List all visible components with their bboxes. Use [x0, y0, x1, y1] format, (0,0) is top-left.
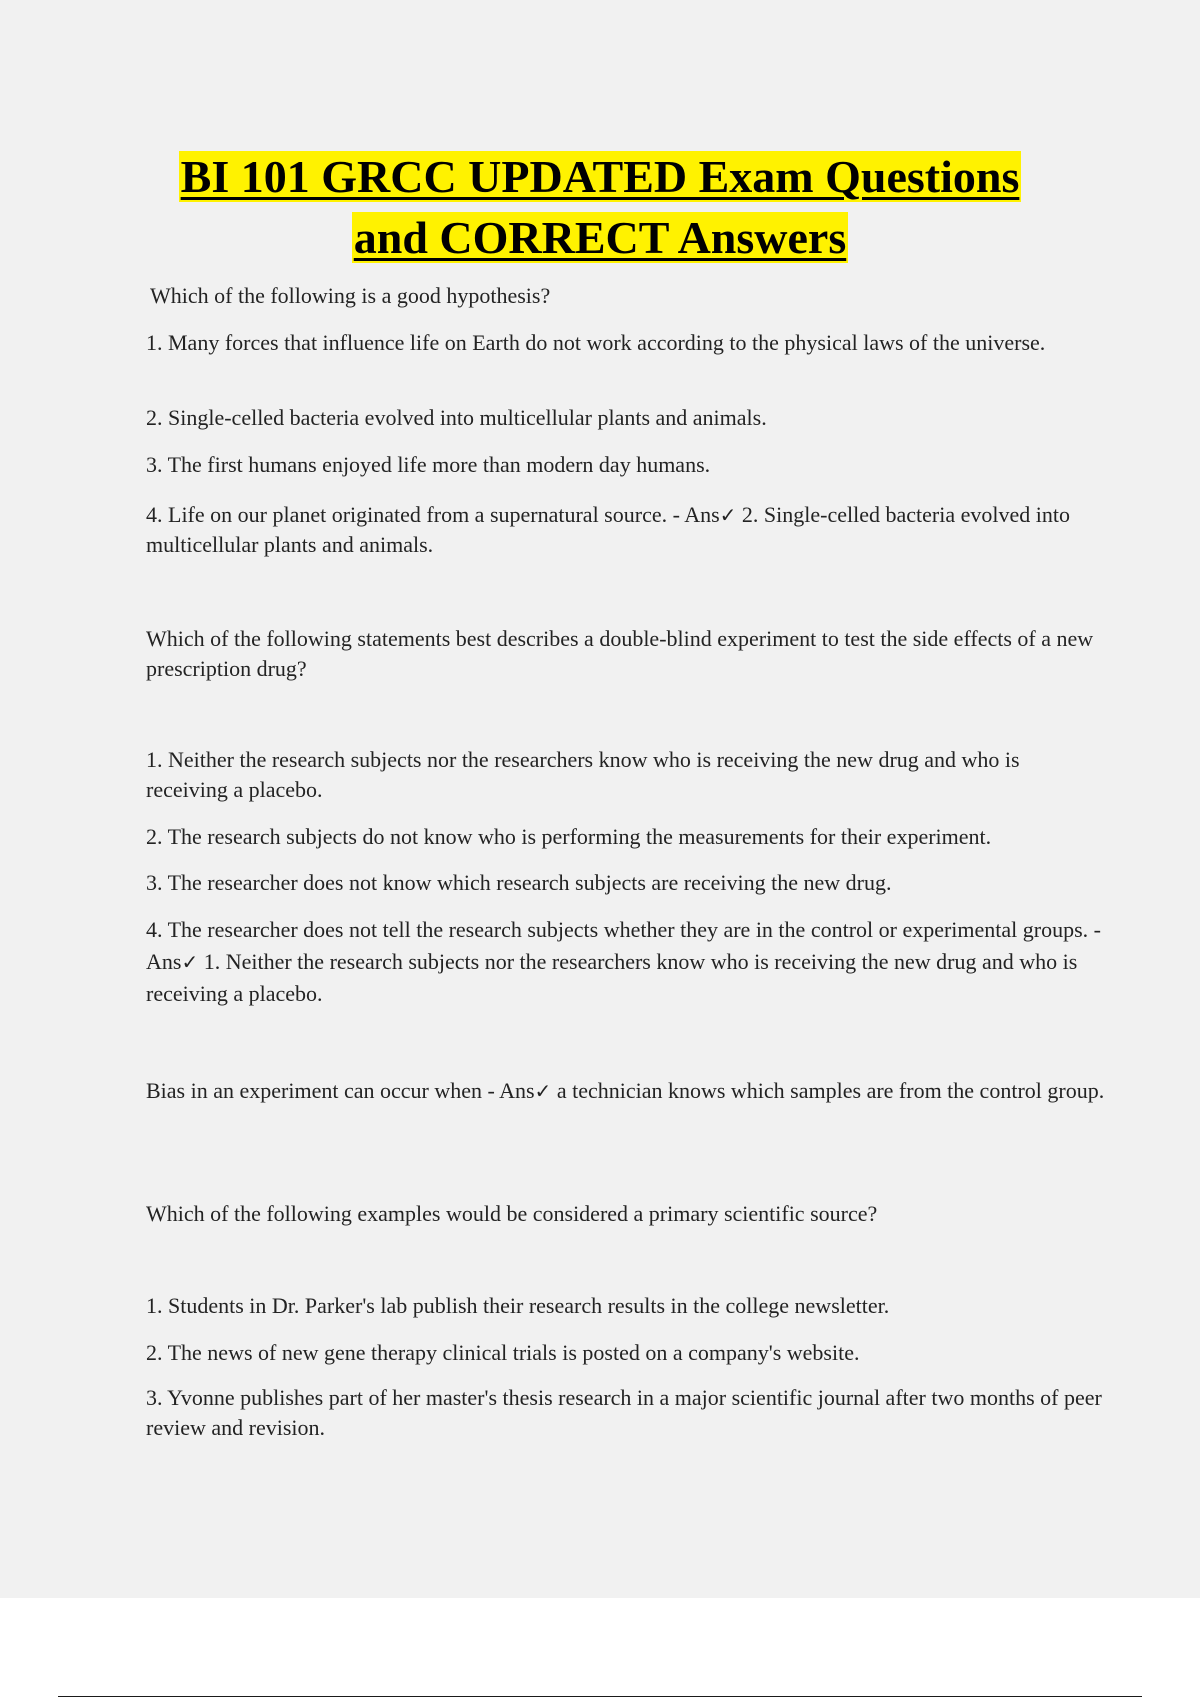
title-line-2: and CORRECT Answers — [353, 212, 847, 263]
footer-divider — [58, 1696, 1142, 1697]
q2-option-2: 2. The research subjects do not know who is performing the measurements for their experiment. — [146, 824, 992, 849]
q2-option-4-answer — [146, 914, 1106, 1010]
q2-answer: 1. Neither the research subjects nor the researchers know who is receiving the new drug and who is receiving a placebo. — [146, 949, 1078, 1006]
q1-answer: 2. Single-celled bacteria evolved into multicellular plants and animals. — [146, 502, 1070, 557]
q1-option-4-answer — [146, 500, 1106, 560]
q1-option-1: 1. Many forces that influence life on Earth do not work according to the physical laws of the universe. — [146, 330, 1046, 355]
q3-question-answer — [146, 1076, 1106, 1106]
q1-option-3: 3. The first humans enjoyed life more than modern day humans. — [146, 452, 711, 477]
q2-option-1: 1. Neither the research subjects nor the researchers know who is receiving the new drug and who is receiving a placebo. — [146, 747, 1020, 802]
q4-question: Which of the following examples would be considered a primary scientific source? — [146, 1201, 878, 1226]
q3-question: Bias in an experiment can occur when - Ans — [146, 1078, 535, 1103]
q1-option-2: 2. Single-celled bacteria evolved into multicellular plants and animals. — [146, 405, 767, 430]
q3-answer: a technician knows which samples are from the control group. — [551, 1078, 1105, 1103]
q2-option-4: 4. The researcher does not tell the research subjects whether they are in the control or experimental groups. - Ans — [146, 917, 1102, 974]
q1-question: Which of the following is a good hypothesis? — [150, 283, 551, 308]
title-line-1: BI 101 GRCC UPDATED Exam Questions — [180, 151, 1020, 202]
document-title — [60, 146, 1140, 268]
checkmark-icon: ✓ — [534, 1079, 552, 1103]
q2-option-3: 3. The researcher does not know which research subjects are receiving the new drug. — [146, 870, 892, 895]
checkmark-icon: ✓ — [719, 503, 737, 527]
q2-question: Which of the following statements best describes a double-blind experiment to test the side effects of a new prescription drug? — [146, 626, 1094, 681]
q4-option-1: 1. Students in Dr. Parker's lab publish their research results in the college newsletter. — [146, 1293, 890, 1318]
q1-option-4: 4. Life on our planet originated from a supernatural source. - Ans — [146, 502, 720, 527]
q4-option-3: 3. Yvonne publishes part of her master's thesis research in a major scientific journal after two months of peer review and revision. — [146, 1385, 1102, 1440]
q4-option-2: 2. The news of new gene therapy clinical trials is posted on a company's website. — [146, 1340, 860, 1365]
checkmark-icon: ✓ — [181, 950, 199, 974]
